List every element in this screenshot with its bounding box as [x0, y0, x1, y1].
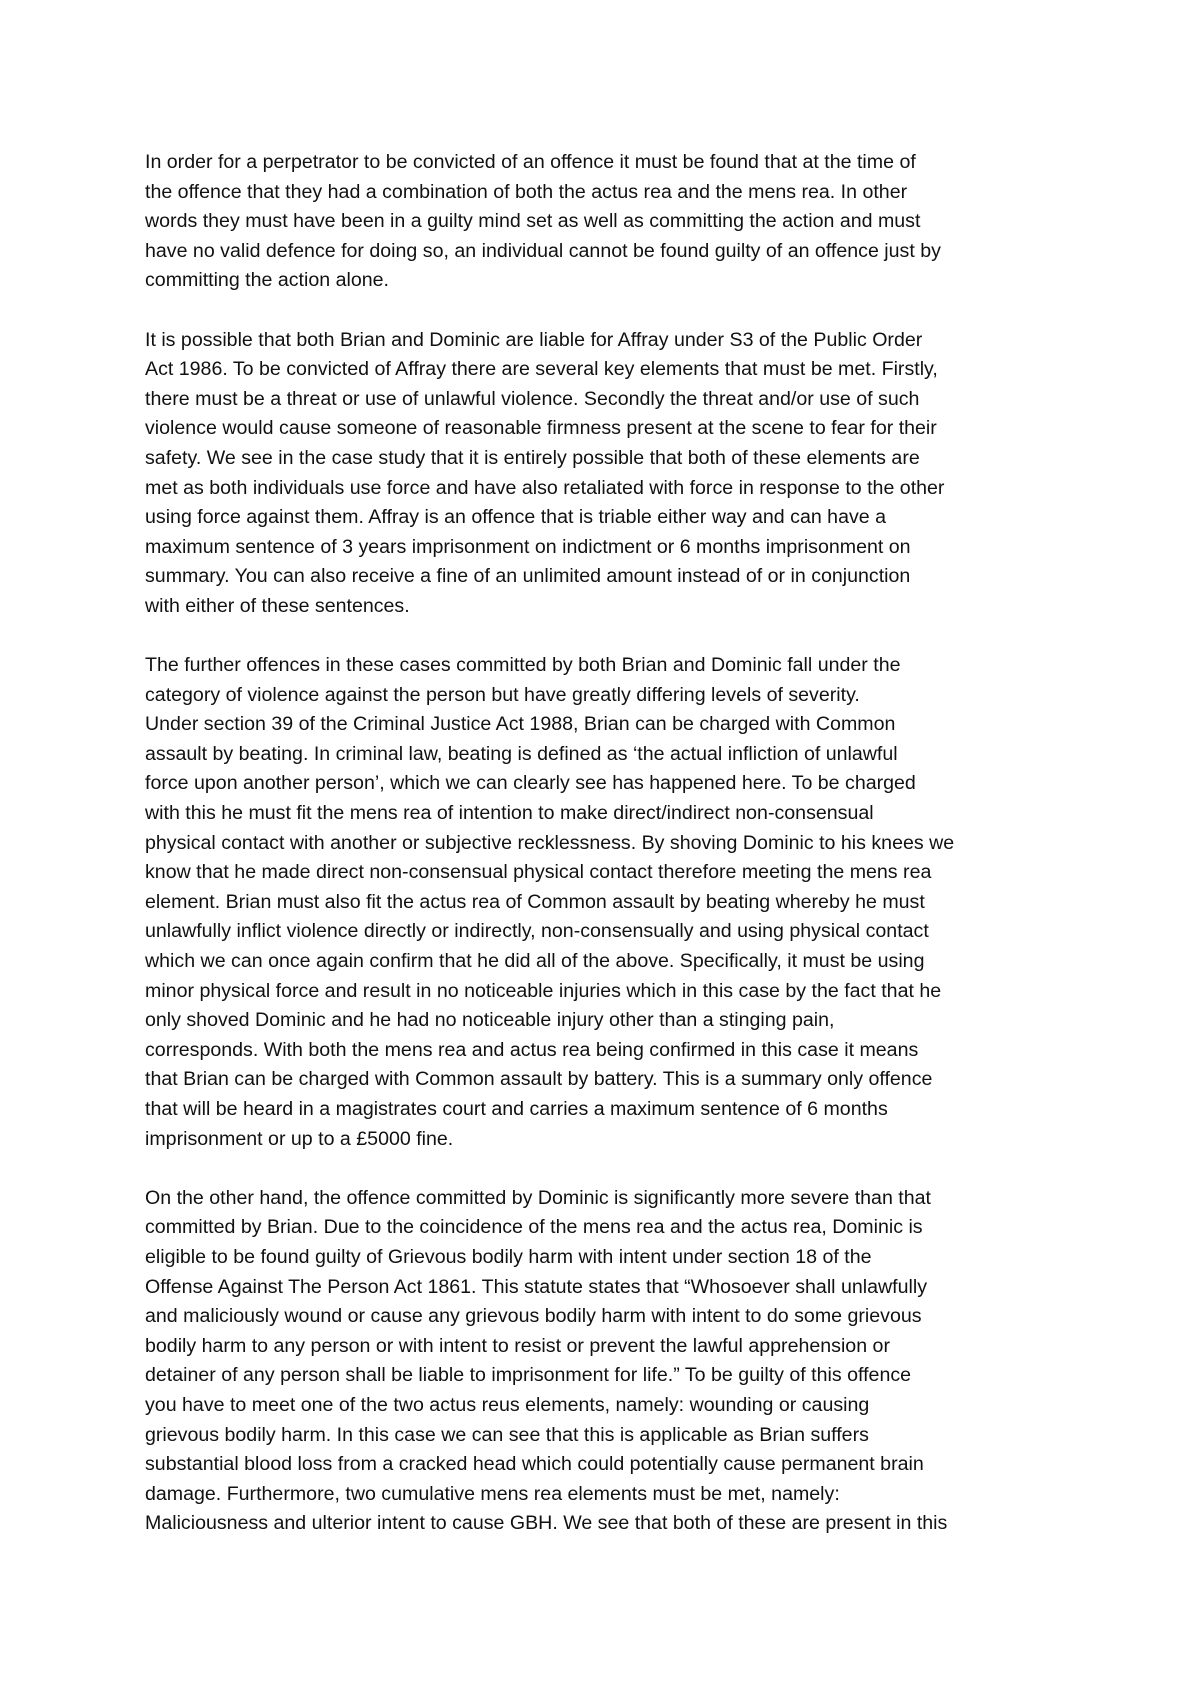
paragraph-gbh: On the other hand, the offence committed by Dominic is significantly more severe than that committed by Brian. Due to the coincidence of the mens rea and the actus rea, Dominic is eligible to be found guilty of Grievous bodily harm with intent under section 18 of the Offense Against The Person Act 1861. This statute states that “Whosoever shall unlawfully and maliciously wound or cause any grievous bodily harm with intent to do some grievous bodily harm to any person or with intent to resist or prevent the lawful apprehension or detainer of any person shall be liable to imprisonment for life.” To be guilty of this offence you have to meet one of the two actus reus elements, namely: wounding or causing grievous bodily harm. In this case we can see that this is applicable as Brian suffers substantial blood loss from a cracked head which could potentially cause permanent brain damage. Furthermore, two cumulative mens rea elements must be met, namely: Maliciousness and ulterior intent to cause GBH. We see that both of these are present in this — [145, 1186, 948, 1535]
paragraph-common-assault: The further offences in these cases committed by both Brian and Dominic fall under the category of violence against the person but have greatly differing levels of severity. Under section 39 of the Criminal Justice Act 1988, Brian can be charged with Common assault by beating. In criminal law, beating is defined as ‘the actual infliction of unlawful force upon another person’, which we can clearly see has happened here. To be charged with this he must fit the mens rea of intention to make direct/indirect non-consensual physical contact with another or subjective recklessness. By shoving Dominic to his knees we know that he made direct non-consensual physical contact therefore meeting the mens rea element. Brian must also fit the actus rea of Common assault by beating whereby he must unlawfully inflict violence directly or indirectly, non-consensually and using physical contact which we can once again confirm that he did all of the above. Specifically, it must be using minor physical force and result in no noticeable injuries which in this case by the fact that he only shoved Dominic and he had no noticeable injury other than a stinging pain, corresponds. With both the mens rea and actus rea being confirmed in this case it means that Brian can be charged with Common assault by battery. This is a summary only offence that will be heard in a magistrates court and carries a maximum sentence of 6 months imprisonment or up to a £5000 fine. — [145, 654, 955, 1150]
paragraph-affray: It is possible that both Brian and Dominic are liable for Affray under S3 of the Public Order Act 1986. To be convicted of Affray there are several key elements that must be met. Firstly, there must be a threat or use of unlawful violence. Secondly the threat and/or use of such violence would cause someone of reasonable firmness present at the scene to fear for their safety. We see in the case study that it is entirely possible that both of these elements are met as both individuals use force and have also retaliated with force in response to the other using force against them. Affray is an offence that is triable either way and can have a maximum sentence of 3 years imprisonment on indictment or 6 months imprisonment on summary. You can also receive a fine of an unlimited amount instead of or in conjunction with either of these sentences. — [145, 328, 945, 617]
paragraph-intro: In order for a perpetrator to be convicted of an offence it must be found that at the time of the offence that they had a combination of both the actus rea and the mens rea. In other words they must have been in a guilty mind set as well as committing the action and must have no valid defence for doing so, an individual cannot be found guilty of an offence just by committing the action alone. — [145, 151, 941, 292]
document-body — [145, 148, 1070, 1539]
